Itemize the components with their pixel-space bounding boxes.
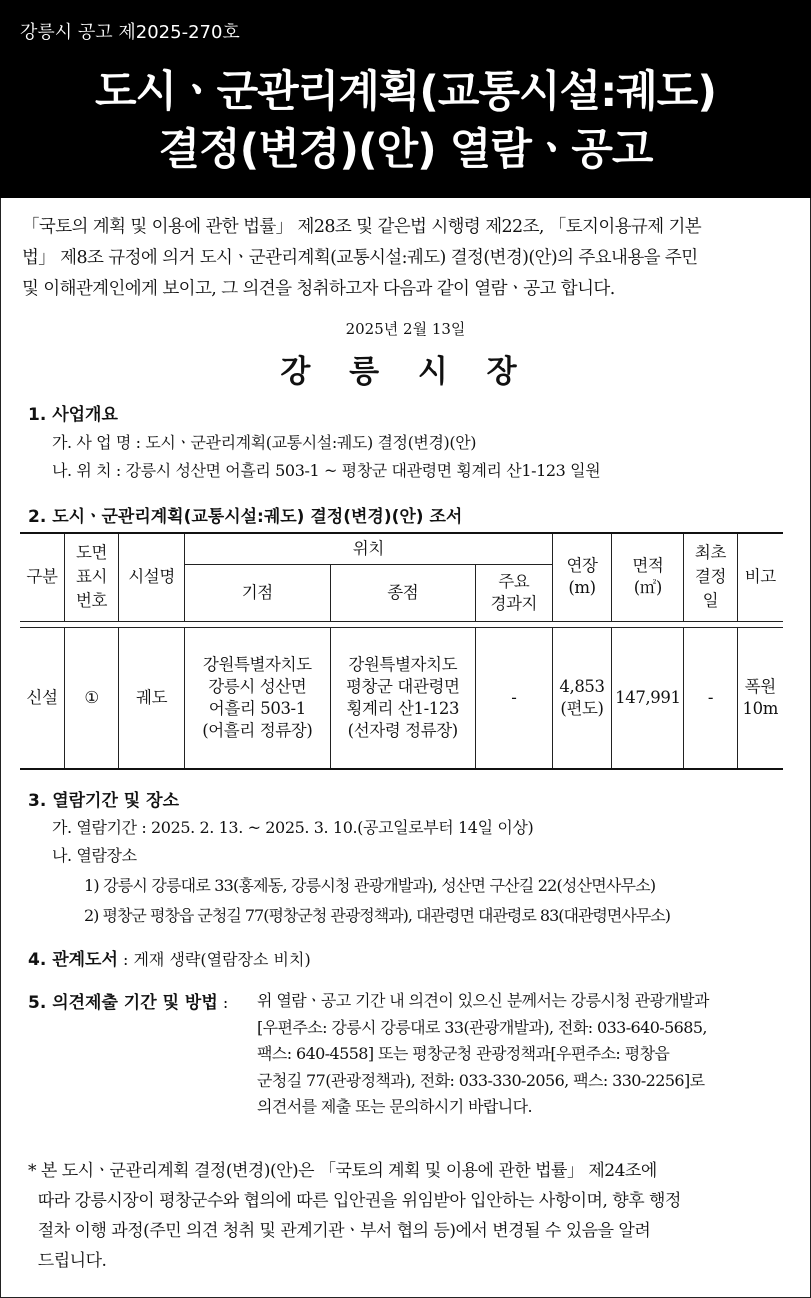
footnote-line: * 본 도시ㆍ군관리계획 결정(변경)(안)은 「국토의 계획 및 이용에 관한 법률」 제24조에	[28, 1161, 657, 1181]
section-4-text: : 게재 생략(열람장소 비치)	[117, 950, 311, 969]
cell-start: 강원특별자치도 강릉시 성산면 어흘리 503-1 (어흘리 정류장)	[185, 627, 331, 769]
header-location: 위치	[185, 533, 553, 564]
section-5-heading: 5. 의견제출 기간 및 방법	[28, 993, 218, 1013]
footnote-line: 절차 이행 과정(주민 의견 청취 및 관계기관ㆍ부서 협의 등)에서 변경될 수 있음을 알려	[28, 1221, 651, 1241]
cell-first-decision: -	[684, 627, 737, 769]
header-map-number: 도면 표시 번호	[64, 533, 118, 621]
footnote-line: 따라 강릉시장이 평창군수와 협의에 따른 입안권을 위임받아 입안하는 사항이며, 향후 행정	[28, 1191, 681, 1211]
section-4	[28, 945, 311, 970]
header-remarks: 비고	[737, 533, 783, 621]
cell-remarks: 폭원 10m	[737, 627, 783, 769]
intro-line: 및 이해관계인에게 보이고, 그 의견을 청취하고자 다음과 같이 열람ㆍ공고 합니다.	[22, 279, 615, 299]
opinion-line: [우편주소: 강릉시 강릉대로 33(관광개발과), 전화: 033-640-5685,	[257, 1017, 707, 1037]
inspection-place-label: 나. 열람장소	[52, 846, 137, 865]
header-length: 연장 (m)	[552, 533, 612, 621]
header-area: 면적 (㎡)	[612, 533, 684, 621]
plan-table	[20, 532, 783, 770]
opinion-line: 위 열람ㆍ공고 기간 내 의견이 있으신 분께서는 강릉시청 관광개발과	[257, 991, 709, 1010]
header-end: 종점	[330, 564, 475, 621]
header-category: 구분	[20, 533, 64, 621]
header-start: 기점	[185, 564, 331, 621]
notice-date: 2025년 2월 13일	[345, 320, 466, 338]
title-line-1: 도시ㆍ군관리계획(교통시설:궤도)	[94, 67, 717, 117]
footnote-line: 드립니다.	[28, 1251, 107, 1271]
cell-via: -	[475, 627, 552, 769]
header-facility: 시설명	[119, 533, 185, 621]
section-3-heading: 3. 열람기간 및 장소	[28, 791, 179, 811]
intro-line: 법」 제8조 규정에 의거 도시ㆍ군관리계획(교통시설:궤도) 결정(변경)(안)의 주요내용을 주민	[22, 248, 698, 268]
notice-number: 강릉시 공고 제2025-270호	[20, 22, 240, 43]
title-line-2: 결정(변경)(안) 열람ㆍ공고	[158, 125, 653, 175]
section-1-heading: 1. 사업개요	[28, 405, 118, 425]
table-row	[20, 627, 783, 769]
header-banner	[0, 0, 811, 198]
intro-paragraph	[22, 212, 792, 305]
inspection-period: 가. 열람기간 : 2025. 2. 13. ~ 2025. 3. 10.(공고일로부터 14일 이상)	[52, 818, 534, 837]
section-4-heading: 4. 관계도서	[28, 950, 118, 970]
header-first-decision: 최초 결정 일	[684, 533, 737, 621]
cell-facility: 궤도	[119, 627, 185, 769]
header-via: 주요 경과지	[475, 564, 552, 621]
project-name: 가. 사 업 명 : 도시ㆍ군관리계획(교통시설:궤도) 결정(변경)(안)	[52, 433, 477, 452]
cell-category: 신설	[20, 627, 64, 769]
cell-length: 4,853 (편도)	[552, 627, 612, 769]
footnote	[28, 1156, 788, 1276]
inspection-place-1: 1) 강릉시 강릉대로 33(홍제동, 강릉시청 관광개발과), 성산면 구산길 22(성산면사무소)	[84, 876, 656, 895]
section-5: 5. 의견제출 기간 및 방법 :	[28, 993, 229, 1013]
project-location: 나. 위 치 : 강릉시 성산면 어흘리 503-1 ~ 평창군 대관령면 횡계리 산1-123 일원	[52, 461, 601, 480]
intro-line: 「국토의 계획 및 이용에 관한 법률」 제28조 및 같은법 시행령 제22조, 「토지이용규제 기본	[22, 217, 702, 237]
cell-map-number: ①	[64, 627, 118, 769]
opinion-line: 의견서를 제출 또는 문의하시기 바랍니다.	[257, 1097, 532, 1117]
inspection-place-2: 2) 평창군 평창읍 군청길 77(평창군청 관광정책과), 대관령면 대관령로 83(대관령면사무소)	[84, 906, 670, 925]
section-5-body	[257, 988, 787, 1121]
section-2-heading: 2. 도시ㆍ군관리계획(교통시설:궤도) 결정(변경)(안) 조서	[28, 507, 463, 527]
cell-area: 147,991	[612, 627, 684, 769]
opinion-line: 군청길 77(관광정책과), 전화: 033-330-2056, 팩스: 330-2256]로	[257, 1070, 705, 1090]
cell-end: 강원특별자치도 평창군 대관령면 횡계리 산1-123 (선자령 정류장)	[330, 627, 475, 769]
opinion-line: 팩스: 640-4558] 또는 평창군청 관광정책과[우편주소: 평창읍	[257, 1044, 670, 1064]
issuer-name: 강 릉 시 장	[280, 354, 531, 390]
